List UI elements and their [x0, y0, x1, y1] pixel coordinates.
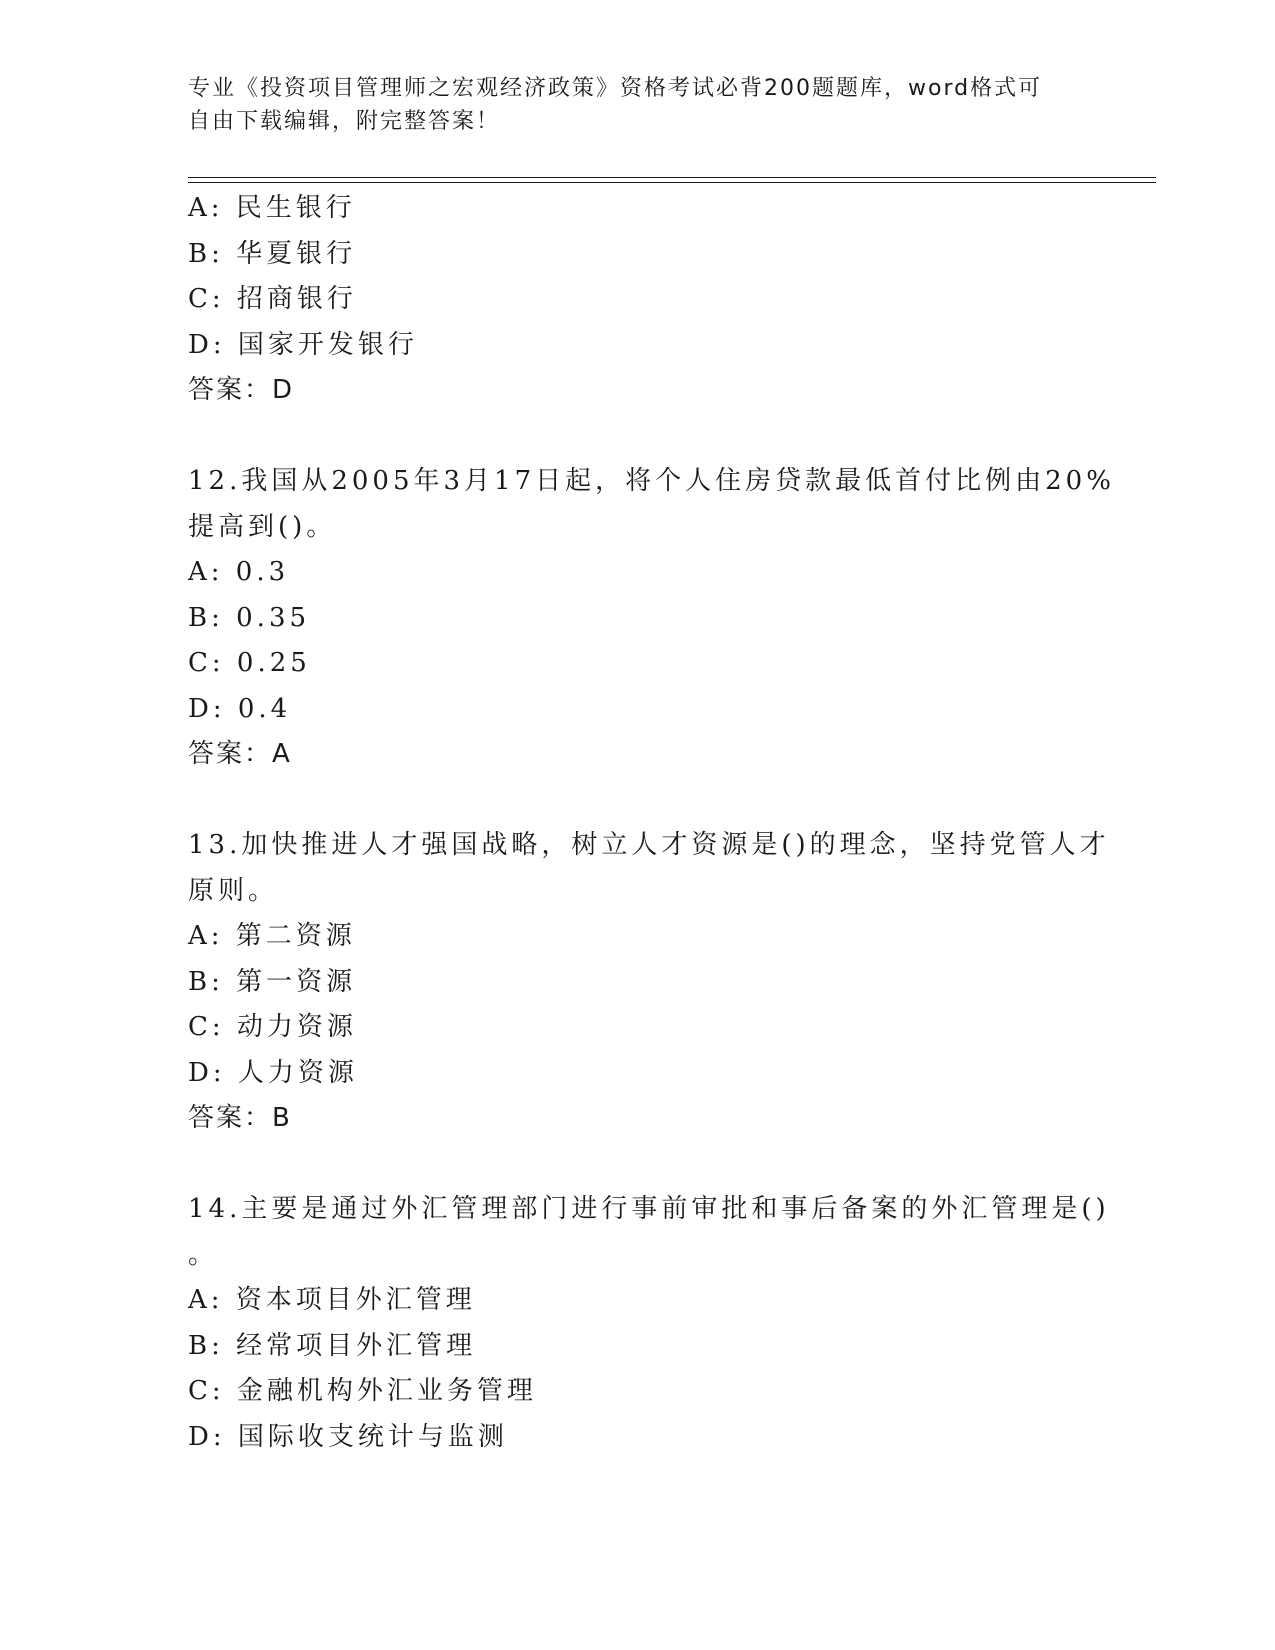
- question-12: [188, 459, 1115, 778]
- option-b: B: 华夏银行: [188, 238, 357, 269]
- answer-line: 答案：B: [188, 1103, 292, 1133]
- question-stem-line-1: 13.加快推进人才强国战略，树立人才资源是()的理念，坚持党管人才: [188, 830, 1110, 860]
- header-rule-top: [188, 177, 1156, 178]
- document-header: [188, 72, 1068, 138]
- answer-line: 答案：D: [188, 375, 295, 405]
- option-b: B: 0.35: [188, 602, 311, 633]
- spacer: [188, 778, 1068, 824]
- option-d: D: 人力资源: [188, 1057, 358, 1088]
- question-stem-line-2: 原则。: [188, 875, 279, 906]
- option-d: D: 0.4: [188, 693, 292, 724]
- option-a: A: 第二资源: [188, 921, 356, 951]
- question-13: [188, 823, 1110, 1142]
- option-d: D: 国际收支统计与监测: [188, 1421, 508, 1452]
- option-c: C: 招商银行: [188, 284, 357, 314]
- question-stem-line-1: 14.主要是通过外汇管理部门进行事前审批和事后备案的外汇管理是(): [188, 1194, 1110, 1224]
- option-a: A: 民生银行: [188, 193, 356, 223]
- option-c: C: 0.25: [188, 648, 311, 678]
- spacer: [188, 414, 1068, 460]
- option-b: B: 经常项目外汇管理: [188, 1330, 477, 1361]
- header-line-1: 专业《投资项目管理师之宏观经济政策》资格考试必背200题题库，word格式可: [188, 76, 1043, 101]
- question-stem-line-2: 。: [188, 1239, 219, 1270]
- option-c: C: 金融机构外汇业务管理: [188, 1376, 537, 1406]
- question-stem-line-1: 12.我国从2005年3月17日起，将个人住房贷款最低首付比例由20%: [188, 466, 1115, 496]
- question-11: [188, 186, 1068, 414]
- option-c: C: 动力资源: [188, 1012, 357, 1042]
- spacer: [188, 1142, 1068, 1188]
- option-a: A: 0.3: [188, 557, 290, 587]
- question-stem-line-2: 提高到()。: [188, 511, 337, 542]
- option-d: D: 国家开发银行: [188, 329, 418, 360]
- header-rule-bottom: [188, 182, 1156, 183]
- header-line-2: 自由下载编辑，附完整答案！: [188, 109, 501, 134]
- answer-line: 答案：A: [188, 739, 292, 769]
- option-a: A: 资本项目外汇管理: [188, 1285, 476, 1315]
- option-b: B: 第一资源: [188, 966, 357, 997]
- question-14: [188, 1187, 1110, 1460]
- question-list: [188, 186, 1115, 1460]
